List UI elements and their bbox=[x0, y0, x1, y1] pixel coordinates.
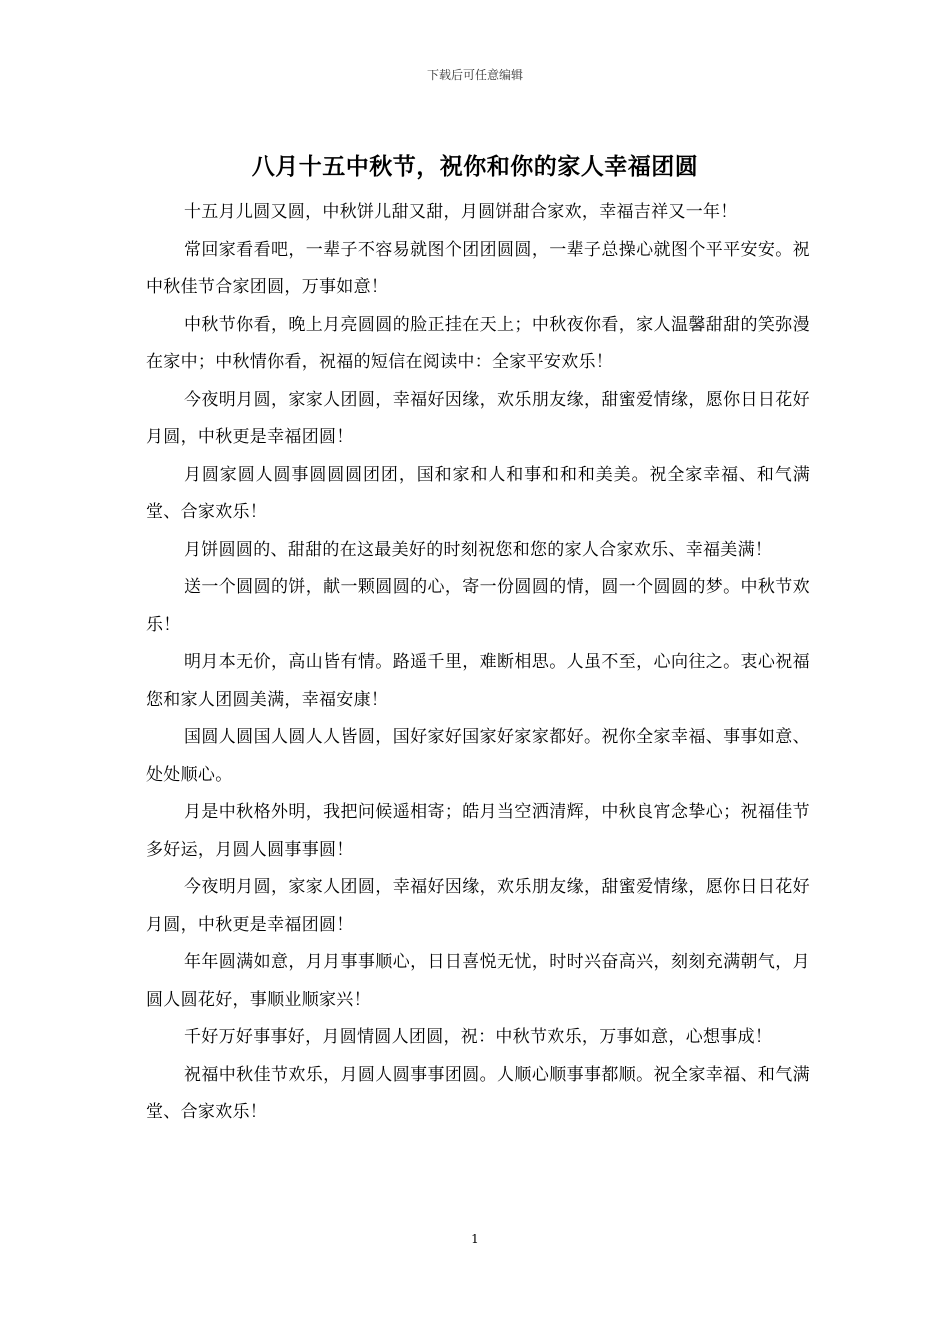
document-title: 八月十五中秋节，祝你和你的家人幸福团圆 bbox=[251, 154, 699, 180]
paragraph: 十五月儿圆又圆，中秋饼儿甜又甜，月圆饼甜合家欢，幸福吉祥又一年！ bbox=[184, 202, 738, 222]
document-body bbox=[146, 194, 810, 1132]
page-number: 1 bbox=[471, 1232, 479, 1246]
paragraph: 中秋节你看，晚上月亮圆圆的脸正挂在天上；中秋夜你看，家人温馨甜甜的笑弥漫在家中；中秋情你看，祝福的短信在阅读中：全家平安欢乐！ bbox=[146, 314, 810, 372]
paragraph: 今夜明月圆，家家人团圆，幸福好因缘，欢乐朋友缘，甜蜜爱情缘，愿你日日花好月圆，中秋更是幸福团圆！ bbox=[146, 389, 810, 447]
paragraph: 送一个圆圆的饼，献一颗圆圆的心，寄一份圆圆的情，圆一个圆圆的梦。中秋节欢乐！ bbox=[146, 577, 810, 635]
paragraph: 千好万好事事好，月圆情圆人团圆，祝：中秋节欢乐，万事如意，心想事成！ bbox=[184, 1027, 773, 1047]
paragraph: 明月本无价，高山皆有情。路遥千里，难断相思。人虽不至，心向往之。衷心祝福您和家人团圆美满，幸福安康！ bbox=[146, 652, 810, 710]
paragraph: 今夜明月圆，家家人团圆，幸福好因缘，欢乐朋友缘，甜蜜爱情缘，愿你日日花好月圆，中秋更是幸福团圆！ bbox=[146, 877, 810, 935]
paragraph: 月饼圆圆的、甜甜的在这最美好的时刻祝您和您的家人合家欢乐、幸福美满！ bbox=[184, 539, 773, 560]
paragraph: 国圆人圆国人圆人人皆圆，国好家好国家好家家都好。祝你全家幸福、事事如意、处处顺心。 bbox=[146, 727, 810, 785]
paragraph: 年年圆满如意，月月事事顺心，日日喜悦无忧，时时兴奋高兴，刻刻充满朝气，月圆人圆花好，事顺业顺家兴！ bbox=[146, 952, 810, 1010]
paragraph: 祝福中秋佳节欢乐，月圆人圆事事团圆。人顺心顺事事都顺。祝全家幸福、和气满堂、合家欢乐！ bbox=[146, 1064, 810, 1122]
paragraph: 月圆家圆人圆事圆圆圆团团，国和家和人和事和和和美美。祝全家幸福、和气满堂、合家欢乐！ bbox=[146, 464, 810, 522]
paragraph: 常回家看看吧，一辈子不容易就图个团团圆圆，一辈子总操心就图个平平安安。祝中秋佳节合家团圆，万事如意！ bbox=[146, 239, 810, 297]
page-header: 下载后可任意编辑 bbox=[426, 68, 523, 82]
paragraph: 月是中秋格外明，我把问候遥相寄；皓月当空洒清辉，中秋良宵念挚心；祝福佳节多好运，月圆人圆事事圆！ bbox=[146, 802, 810, 860]
